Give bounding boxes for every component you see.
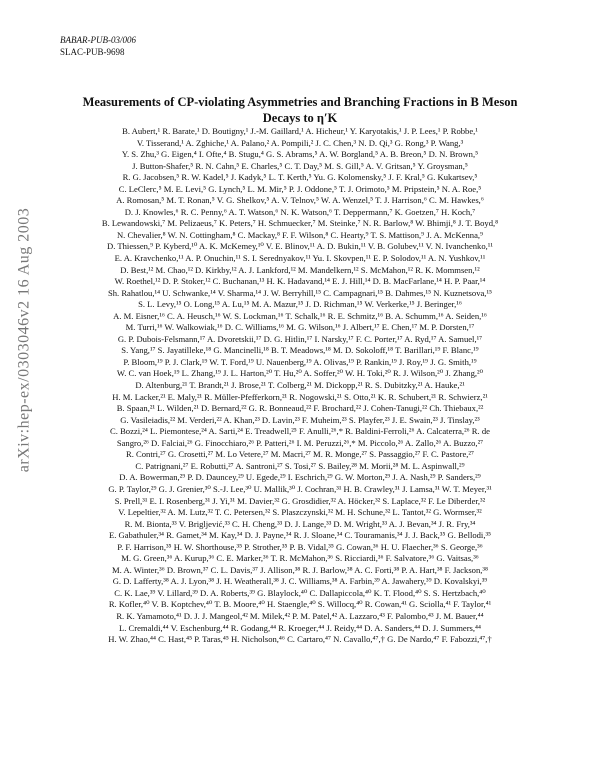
author-line: E. Gabathuler,³⁴ R. Gamet,³⁴ M. Kay,³⁴ D. J. Payne,³⁴ R. J. Sloane,³⁴ C. Touramanis,³⁴ J. J. Back,³⁵ G. Bellodi,³⁵	[108, 530, 492, 541]
author-line: B. Aubert,¹ R. Barate,¹ D. Boutigny,¹ J.-M. Gaillard,¹ A. Hicheur,¹ Y. Karyotakis,¹ J. P. Lees,¹ P. Robbe,¹	[122, 126, 478, 136]
author-line: W. C. van Hoek,¹⁹ L. Zhang,¹⁹ J. L. Harton,²⁰ T. Hu,²⁰ A. Soffer,²⁰ W. H. Toki,²⁰ R. J. Wilson,²⁰ J. Zhang,²⁰	[116, 368, 484, 379]
arxiv-stamp-margin	[6, 60, 42, 620]
author-line: A. M. Eisner,¹⁶ C. A. Heusch,¹⁶ W. S. Lockman,¹⁶ T. Schalk,¹⁶ R. E. Schmitz,¹⁶ B. A. Schumm,¹⁶ A. Seiden,¹⁶	[113, 310, 487, 321]
author-line: D. Thiessen,⁹ P. Kyberd,¹⁰ A. K. McKemey,¹⁰ V. E. Blinov,¹¹ A. D. Bukin,¹¹ V. B. Golubev,¹¹ V. N. Ivanchenko,¹¹	[107, 241, 493, 252]
author-line: C. Bozzi,²⁴ L. Piemontese,²⁴ A. Sarti,²⁴ E. Treadwell,²⁵ F. Anulli,²⁶,* R. Baldini-Ferroli,²⁶ A. Calcaterra,²⁶ R. de	[110, 426, 490, 437]
author-line: D. A. Bowerman,²⁹ P. D. Dauncey,²⁹ U. Egede,²⁹ I. Eschrich,²⁹ G. W. Morton,²⁹ J. A. Nash,²⁹ P. Sanders,²⁹	[119, 472, 481, 483]
arxiv-stamp: arXiv:hep-ex/0303046v2 16 Aug 2003	[15, 207, 32, 473]
author-line: D. Best,¹² M. Chao,¹² D. Kirkby,¹² A. J. Lankford,¹² M. Mandelkern,¹² S. McMahon,¹² R. K. Mommsen,¹²	[120, 264, 480, 275]
author-line: M. Turri,¹⁶ W. Walkowiak,¹⁶ D. C. Williams,¹⁶ M. G. Wilson,¹⁶ J. Albert,¹⁷ E. Chen,¹⁷ M. P. Dorsten,¹⁷	[125, 322, 475, 333]
author-line: S. Prell,³¹ E. I. Rosenberg,³¹ J. Yi,³¹ M. Davier,³² G. Grosdidier,³² A. Höcker,³² S. Laplace,³² F. Le Diberder,³²	[114, 495, 486, 506]
author-line: S. L. Levy,¹⁵ O. Long,¹⁵ A. Lu,¹⁵ M. A. Mazur,¹⁵ J. D. Richman,¹⁵ W. Verkerke,¹⁵ J. Beringer,¹⁶	[138, 299, 462, 310]
report-number-babar: BABAR-PUB-03/006	[60, 35, 136, 45]
author-line: S. Yang,¹⁷ S. Jayatilleke,¹⁸ G. Mancinelli,¹⁸ B. T. Meadows,¹⁸ M. D. Sokoloff,¹⁸ T. Barillari,¹⁹ F. Blanc,¹⁹	[121, 345, 479, 356]
author-line: M. A. Winter,³⁶ D. Brown,³⁷ C. L. Davis,³⁷ J. Allison,³⁸ R. J. Barlow,³⁸ A. C. Forti,³⁸ P. A. Hart,³⁸ F. Jackson,³⁸	[112, 564, 488, 575]
author-line: B. Spaan,²¹ L. Wilden,²¹ D. Bernard,²² G. R. Bonneaud,²² F. Brochard,²² J. Cohen-Tanugi,²² Ch. Thiebaux,²²	[116, 403, 484, 414]
paper-title	[55, 94, 545, 126]
author-line: R. Kofler,⁴⁰ V. B. Koptchev,⁴⁰ T. B. Moore,⁴⁰ H. Staengle,⁴⁰ S. Willocq,⁴⁰ R. Cowan,⁴¹ G. Sciolla,⁴¹ F. Taylor,⁴¹	[108, 599, 492, 610]
author-line: D. J. Knowles,⁶ R. C. Penny,⁶ A. T. Watson,⁶ N. K. Watson,⁶ T. Deppermann,⁷ K. Goetzen,⁷ H. Koch,⁷	[124, 206, 476, 217]
author-line: V. Lepeltier,³² A. M. Lutz,³² T. C. Petersen,³² S. Plaszczynski,³² M. H. Schune,³² L. Tantot,³² G. Wormser,³²	[118, 507, 482, 518]
author-line: P. F. Harrison,³⁵ H. W. Shorthouse,³⁵ P. Strother,³⁵ P. B. Vidal,³⁵ G. Cowan,³⁶ H. U. Flaecher,³⁶ S. George,³⁶	[117, 541, 483, 552]
author-line: R. K. Yamamoto,⁴¹ D. J. J. Mangeol,⁴² M. Milek,⁴² P. M. Patel,⁴² A. Lazzaro,⁴³ F. Palombo,⁴³ J. M. Bauer,⁴⁴	[116, 610, 484, 621]
author-line: H. W. Zhao,⁴⁴ C. Hast,⁴⁵ P. Taras,⁴⁵ H. Nicholson,⁴⁶ C. Cartaro,⁴⁷ N. Cavallo,⁴⁷,† G. De Nardo,⁴⁷ F. Fabozzi,⁴⁷,†	[108, 634, 492, 645]
author-line: A. Romosan,⁵ M. T. Ronan,⁵ V. G. Shelkov,⁵ A. V. Telnov,⁵ W. A. Wenzel,⁵ T. J. Harrison,⁶ C. M. Hawkes,⁶	[116, 195, 484, 206]
author-line: R. M. Bionta,³³ V. Brigljević,³³ C. H. Cheng,³³ D. J. Lange,³³ D. M. Wright,³³ A. J. Bevan,³⁴ J. R. Fry,³⁴	[124, 518, 476, 529]
author-line: C. K. Lae,³⁹ V. Lillard,³⁹ D. A. Roberts,³⁹ G. Blaylock,⁴⁰ C. Dallapiccola,⁴⁰ K. T. Flood,⁴⁰ S. S. Hertzbach,⁴⁰	[114, 587, 486, 598]
author-line: L. Cremaldi,⁴⁴ V. Eschenburg,⁴⁴ R. Godang,⁴⁴ R. Kroeger,⁴⁴ J. Reidy,⁴⁴ D. A. Sanders,⁴⁴ D. J. Summers,⁴⁴	[118, 622, 482, 633]
author-line: Sh. Rahatlou,¹⁴ U. Schwanke,¹⁴ V. Sharma,¹⁴ J. W. Berryhill,¹⁵ C. Campagnari,¹⁵ B. Dahmes,¹⁵ N. Kuznetsova,¹⁵	[107, 287, 493, 298]
author-line: B. Lewandowski,⁷ M. Pelizaeus,⁷ K. Peters,⁷ H. Schmuecker,⁷ M. Steinke,⁷ N. R. Barlow,⁸ W. Bhimji,⁸ J. T. Boyd,⁸	[101, 218, 499, 229]
author-line: Y. S. Zhu,³ G. Eigen,⁴ I. Ofte,⁴ B. Stugu,⁴ G. S. Abrams,⁵ A. W. Borgland,⁵ A. B. Breon,⁵ D. N. Brown,⁵	[121, 149, 479, 160]
author-line: G. D. Lafferty,³⁸ A. J. Lyon,³⁸ J. H. Weatherall,³⁸ J. C. Williams,³⁸ A. Farbin,³⁹ A. Jawahery,³⁹ D. Kovalskyi,³⁹	[112, 576, 488, 587]
author-line: H. M. Lacker,²¹ E. Maly,²¹ R. Müller-Pfefferkorn,²¹ R. Nogowski,²¹ S. Otto,²¹ K. R. Schubert,²¹ R. Schwierz,²¹	[112, 391, 488, 402]
author-line: R. Contri,²⁷ G. Crosetti,²⁷ M. Lo Vetere,²⁷ M. Macri,²⁷ M. R. Monge,²⁷ S. Passaggio,²⁷ F. C. Pastore,²⁷	[125, 449, 474, 460]
report-numbers	[60, 34, 136, 58]
author-line: G. Vasileiadis,²² M. Verderi,²² A. Khan,²³ D. Lavin,²³ F. Muheim,²³ S. Playfer,²³ J. E. Swain,²³ J. Tinslay,²³	[120, 414, 480, 425]
author-line: G. P. Dubois-Felsmann,¹⁷ A. Dvoretskii,¹⁷ D. G. Hitlin,¹⁷ I. Narsky,¹⁷ F. C. Porter,¹⁷ A. Ryd,¹⁷ A. Samuel,¹⁷	[117, 333, 483, 344]
author-line: N. Chevalier,⁸ W. N. Cottingham,⁸ C. Mackay,⁸ F. F. Wilson,⁸ C. Hearty,⁹ T. S. Mattison,⁹ J. A. McKenna,⁹	[116, 229, 484, 240]
author-line: M. G. Green,³⁶ A. Kurup,³⁶ C. E. Marker,³⁶ T. R. McMahon,³⁶ S. Ricciardi,³⁶ F. Salvatore,³⁶ G. Vaitsas,³⁶	[121, 553, 479, 564]
author-line: R. G. Jacobsen,⁵ R. W. Kadel,⁵ J. Kadyk,⁵ L. T. Kerth,⁵ Yu. G. Kolomensky,⁵ J. F. Kral,⁵ G. Kukartsev,⁵	[122, 172, 478, 183]
author-line: C. Patrignani,²⁷ E. Robutti,²⁷ A. Santroni,²⁷ S. Tosi,²⁷ S. Bailey,²⁸ M. Morii,²⁸ M. L. Aspinwall,²⁹	[135, 460, 465, 471]
author-line: J. Button-Shafer,⁵ R. N. Cahn,⁵ E. Charles,⁵ C. T. Day,⁵ M. S. Gill,⁵ A. V. Gritsan,⁵ Y. Groysman,⁵	[132, 160, 468, 171]
report-number-slac: SLAC-PUB-9698	[60, 47, 125, 57]
author-line: G. P. Taylor,²⁹ G. J. Grenier,³⁰ S.-J. Lee,³⁰ U. Mallik,³⁰ J. Cochran,³¹ H. B. Crawley,³¹ J. Lamsa,³¹ W. T. Meyer,³¹	[108, 483, 492, 494]
author-line: C. LeClerc,⁵ M. E. Levi,⁵ G. Lynch,⁵ L. M. Mir,⁵ P. J. Oddone,⁵ T. J. Orimoto,⁵ M. Pripstein,⁵ N. A. Roe,⁵	[118, 183, 482, 194]
author-line: P. Bloom,¹⁹ P. J. Clark,¹⁹ W. T. Ford,¹⁹ U. Nauenberg,¹⁹ A. Olivas,¹⁹ P. Rankin,¹⁹ J. Roy,¹⁹ J. G. Smith,¹⁹	[123, 356, 477, 367]
author-line: Sangro,²⁶ D. Falciai,²⁶ G. Finocchiaro,²⁶ P. Patteri,²⁶ I. M. Peruzzi,²⁶,* M. Piccolo,²⁶ A. Zallo,²⁶ A. Buzzo,²⁷	[116, 437, 484, 448]
author-line: E. A. Kravchenko,¹¹ A. P. Onuchin,¹¹ S. I. Serednyakov,¹¹ Yu. I. Skovpen,¹¹ E. P. Solodov,¹¹ A. N. Yushkov,¹¹	[114, 253, 486, 264]
author-line: V. Tisserand,¹ A. Zghiche,¹ A. Palano,² A. Pompili,² J. C. Chen,³ N. D. Qi,³ G. Rong,³ P. Wang,³	[136, 137, 464, 148]
paper-title-line-2: Decays to η′K	[262, 111, 338, 125]
author-list	[56, 126, 544, 646]
author-line: D. Altenburg,²¹ T. Brandt,²¹ J. Brose,²¹ T. Colberg,²¹ M. Dickopp,²¹ R. S. Dubitzky,²¹ A. Hauke,²¹	[135, 380, 465, 391]
author-line: W. Roethel,¹² D. P. Stoker,¹² C. Buchanan,¹³ H. K. Hadavand,¹⁴ E. J. Hill,¹⁴ D. B. MacFarlane,¹⁴ H. P. Paar,¹⁴	[114, 276, 486, 287]
paper-title-line-1: Measurements of CP-violating Asymmetries and Branching Fractions in B Meson	[82, 95, 518, 109]
